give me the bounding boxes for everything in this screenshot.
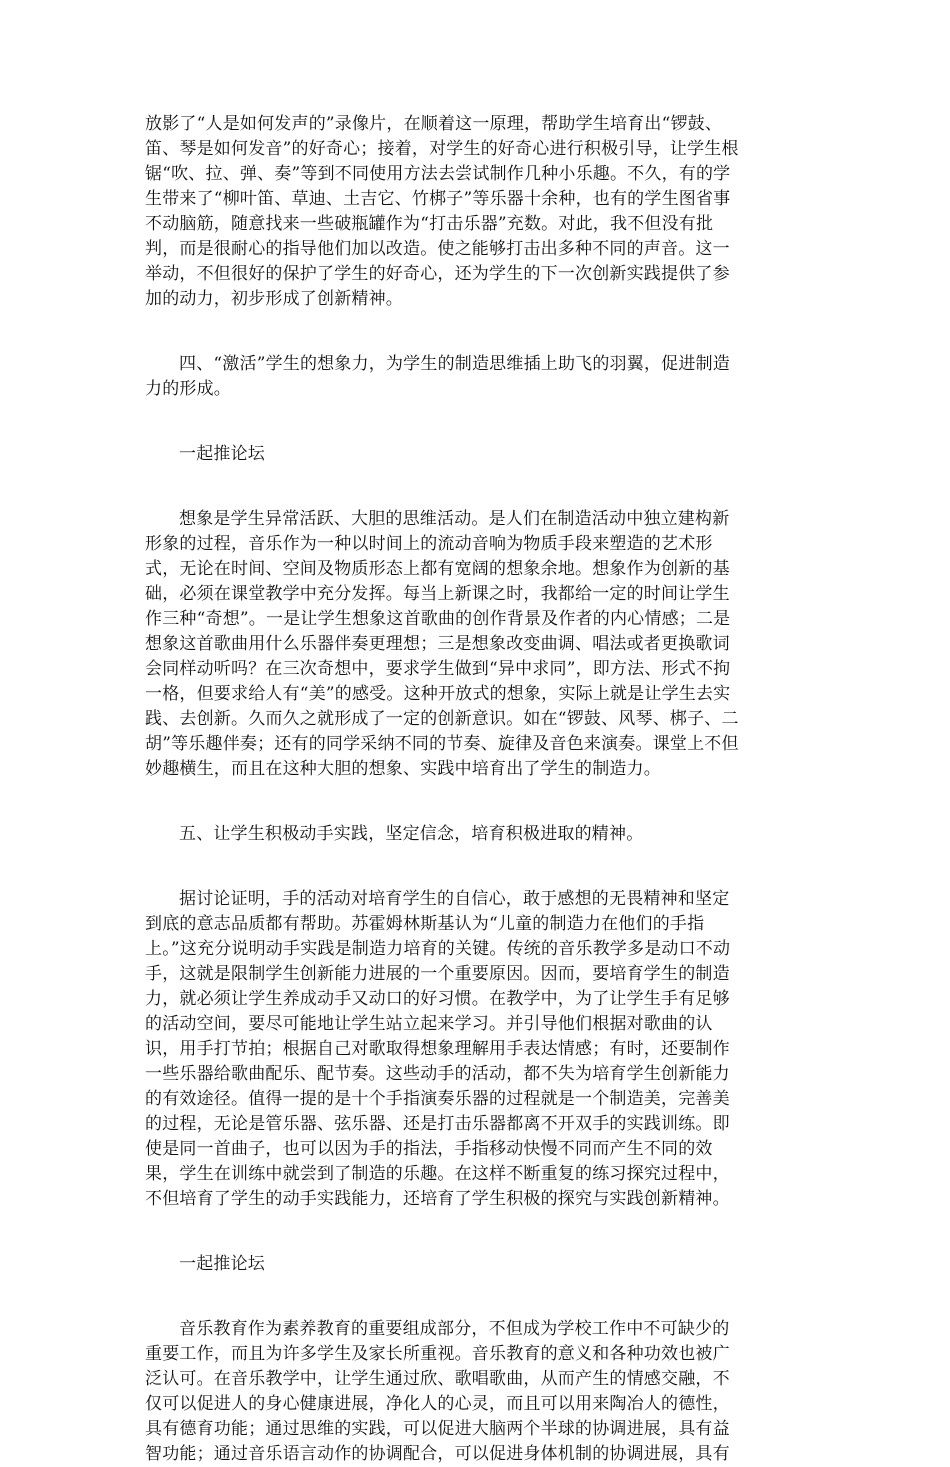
text-line: 笛、琴是如何发音”的好奇心；接着，对学生的好奇心进行积极引导，让学生根 bbox=[145, 139, 739, 159]
paragraph bbox=[145, 507, 805, 782]
text-line: 五、让学生积极动手实践，坚定信念，培育积极进取的精神。 bbox=[179, 824, 644, 844]
text-line: 的活动空间，要尽可能地让学生站立起来学习。并引导他们根据对歌曲的认 bbox=[145, 1014, 713, 1034]
text-line: 使是同一首曲子，也可以因为手的指法，手指移动快慢不同而产生不同的效 bbox=[145, 1139, 713, 1159]
paragraph bbox=[145, 887, 805, 1212]
text-line: 一起推论坛 bbox=[179, 1254, 265, 1274]
text-line: 作三种“奇想”。一是让学生想象这首歌曲的创作背景及作者的内心情感；二是 bbox=[145, 609, 731, 629]
document-page bbox=[145, 112, 805, 1467]
text-line: 智功能；通过音乐语言动作的协调配合，可以促进身体机制的协调进展，具有 bbox=[145, 1444, 730, 1464]
text-line: 据讨论证明，手的活动对培育学生的自信心，敢于感想的无畏精神和坚定 bbox=[179, 889, 730, 909]
text-line: 重要工作，而且为许多学生及家长所重视。音乐教育的意义和各种功效也被广 bbox=[145, 1344, 730, 1364]
text-line: 的过程，无论是管乐器、弦乐器、还是打击乐器都离不开双手的实践训练。即 bbox=[145, 1114, 730, 1134]
text-line: 举动，不但很好的保护了学生的好奇心，还为学生的下一次创新实践提供了参 bbox=[145, 264, 730, 284]
text-line: 一格，但要求给人有“美”的感受。这种开放式的想象，实际上就是让学生去实 bbox=[145, 684, 731, 704]
text-line: 生带来了“柳叶笛、草迪、土吉它、竹梆子”等乐器十余种，也有的学生图省事 bbox=[145, 189, 731, 209]
text-line: 识，用手打节拍；根据自己对歌取得想象理解用手表达情感；有时，还要制作 bbox=[145, 1039, 730, 1059]
text-line: 不但培育了学生的动手实践能力，还培育了学生积极的探究与实践创新精神。 bbox=[145, 1189, 730, 1209]
text-line: 想象这首歌曲用什么乐器伴奏更理想；三是想象改变曲调、唱法或者更换歌词 bbox=[145, 634, 730, 654]
text-line: 践、去创新。久而久之就形成了一定的创新意识。如在“锣鼓、风琴、梆子、二 bbox=[145, 709, 739, 729]
text-line: 手，这就是限制学生创新能力进展的一个重要原因。因而，要培育学生的制造 bbox=[145, 964, 730, 984]
text-line: 放影了“人是如何发声的”录像片，在顺着这一原理，帮助学生培育出“锣鼓、 bbox=[145, 114, 723, 134]
text-line: 形象的过程，音乐作为一种以时间上的流动音响为物质手段来塑造的艺术形 bbox=[145, 534, 713, 554]
text-line: 一起推论坛 bbox=[179, 444, 265, 464]
text-line: 锯“吹、拉、弹、奏”等到不同使用方法去尝试制作几种小乐趣。不久，有的学 bbox=[145, 164, 731, 184]
text-line: 泛认可。在音乐教学中，让学生通过欣、歌唱歌曲，从而产生的情感交融，不 bbox=[145, 1369, 730, 1389]
text-line: 力的形成。 bbox=[145, 379, 231, 399]
text-line: 妙趣横生，而且在这种大胆的想象、实践中培育出了学生的制造力。 bbox=[145, 759, 661, 779]
text-line: 四、“激活”学生的想象力，为学生的制造思维插上助飞的羽翼，促进制造 bbox=[179, 354, 730, 374]
text-line: 到底的意志品质都有帮助。苏霍姆林斯基认为“儿童的制造力在他们的手指 bbox=[145, 914, 705, 934]
text-line: 式，无论在时间、空间及物质形态上都有宽阔的想象余地。想象作为创新的基 bbox=[145, 559, 730, 579]
text-line: 判，而是很耐心的指导他们加以改造。使之能够打击出多种不同的声音。这一 bbox=[145, 239, 730, 259]
forum-label bbox=[145, 1252, 805, 1277]
text-line: 仅可以促进人的身心健康进展，净化人的心灵，而且可以用来陶冶人的德性， bbox=[145, 1394, 730, 1414]
text-line: 果，学生在训练中就尝到了制造的乐趣。在这样不断重复的练习探究过程中， bbox=[145, 1164, 730, 1184]
text-line: 础，必须在课堂教学中充分发挥。每当上新课之时，我都给一定的时间让学生 bbox=[145, 584, 730, 604]
text-line: 胡”等乐趣伴奏；还有的同学采纳不同的节奏、旋律及音色来演奏。课堂上不但 bbox=[145, 734, 739, 754]
forum-label bbox=[145, 442, 805, 467]
text-line: 的有效途径。值得一提的是十个手指演奏乐器的过程就是一个制造美，完善美 bbox=[145, 1089, 730, 1109]
text-line: 一些乐器给歌曲配乐、配节奏。这些动手的活动，都不失为培育学生创新能力 bbox=[145, 1064, 730, 1084]
text-line: 力，就必须让学生养成动手又动口的好习惯。在教学中，为了让学生手有足够 bbox=[145, 989, 730, 1009]
paragraph bbox=[145, 1317, 805, 1467]
text-line: 音乐教育作为素养教育的重要组成部分，不但成为学校工作中不可缺少的 bbox=[179, 1319, 730, 1339]
text-line: 具有德育功能；通过思维的实践，可以促进大脑两个半球的协调进展，具有益 bbox=[145, 1419, 730, 1439]
section-heading-five bbox=[145, 822, 805, 847]
paragraph bbox=[145, 112, 805, 312]
section-heading-four bbox=[145, 352, 805, 402]
text-line: 加的动力，初步形成了创新精神。 bbox=[145, 289, 403, 309]
text-line: 想象是学生异常活跃、大胆的思维活动。是人们在制造活动中独立建构新 bbox=[179, 509, 730, 529]
text-line: 上。”这充分说明动手实践是制造力培育的关键。传统的音乐教学多是动口不动 bbox=[145, 939, 731, 959]
text-line: 会同样动听吗？在三次奇想中，要求学生做到“异中求同”，即方法、形式不拘 bbox=[145, 659, 731, 679]
text-line: 不动脑筋，随意找来一些破瓶罐作为“打击乐器”充数。对此，我不但没有批 bbox=[145, 214, 714, 234]
